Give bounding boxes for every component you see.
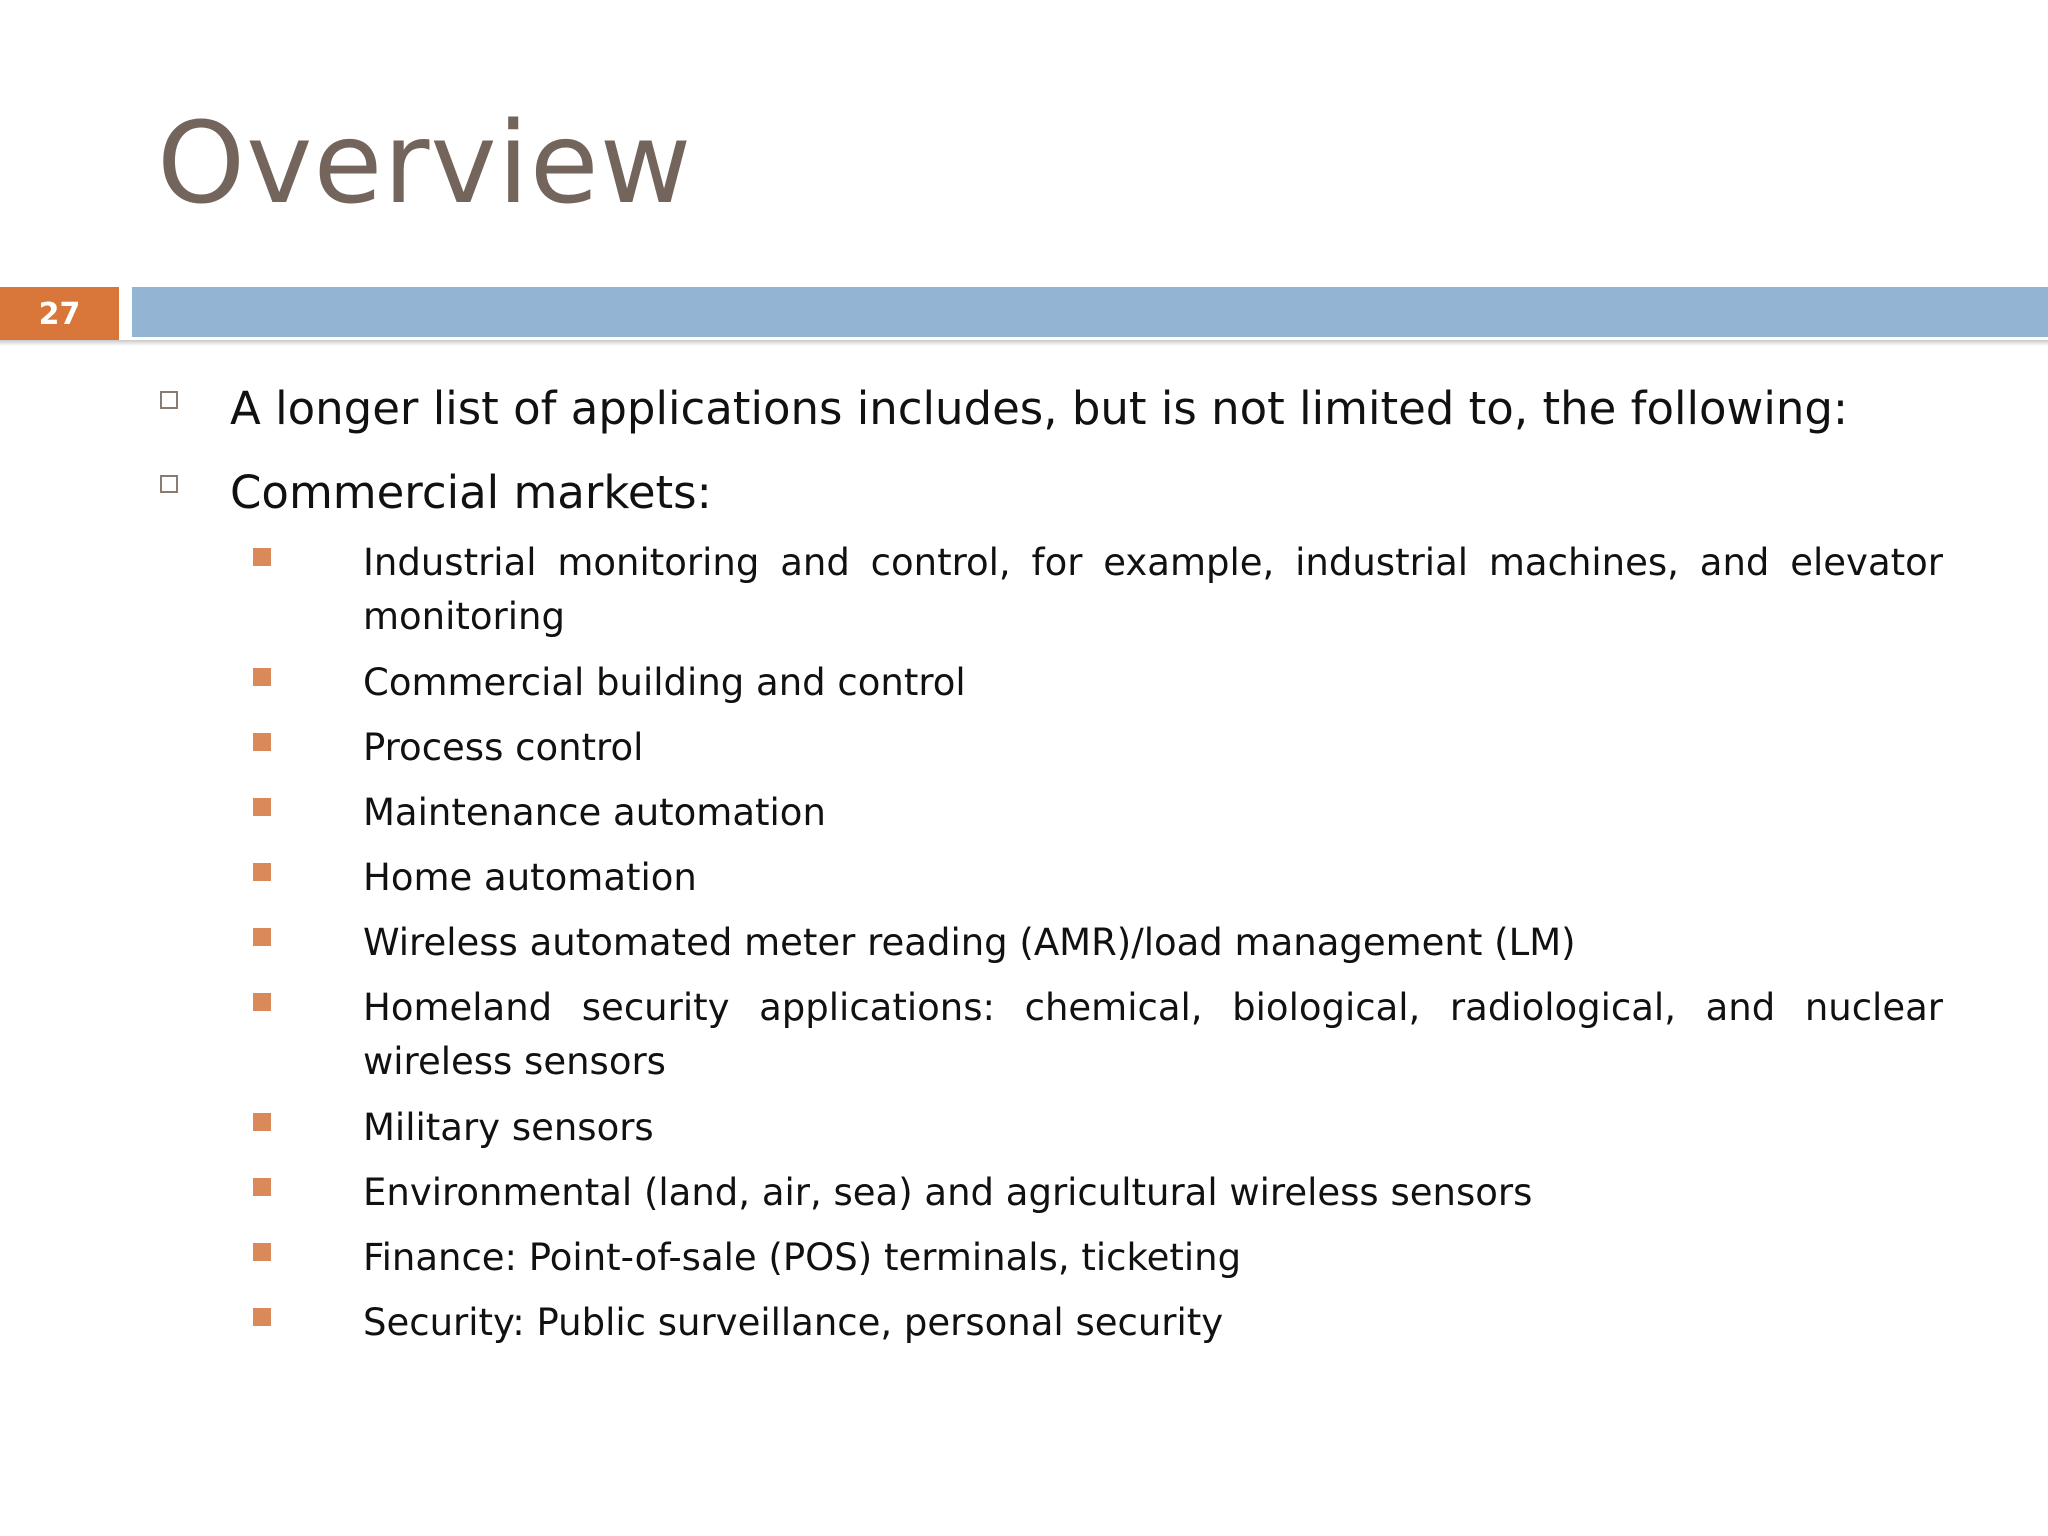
hollow-square-bullet-icon — [160, 391, 178, 409]
sub-bullet-text: Industrial monitoring and control, for example, industrial machines, and elevator monitoring — [363, 541, 1943, 638]
filled-square-bullet-icon — [253, 1178, 271, 1196]
slide-title: Overview — [157, 99, 693, 229]
bullet-text: Commercial markets: — [230, 466, 712, 519]
sub-bullet-text: Home automation — [363, 856, 697, 899]
sub-bullet-text: Process control — [363, 726, 644, 769]
filled-square-bullet-icon — [253, 1113, 271, 1131]
sub-bullet-text: Finance: Point-of-sale (POS) terminals, ticketing — [363, 1236, 1242, 1279]
slide-number: 27 — [38, 297, 81, 332]
filled-square-bullet-icon — [253, 798, 271, 816]
sub-bullet-text: Military sensors — [363, 1106, 654, 1149]
filled-square-bullet-icon — [253, 733, 271, 751]
hollow-square-bullet-icon — [160, 475, 178, 493]
sub-bullet-text: Homeland security applications: chemical, biological, radiological, and nuclear wireless sensors — [363, 986, 1943, 1083]
sub-bullet-text: Maintenance automation — [363, 791, 826, 834]
sub-bullet-text: Environmental (land, air, sea) and agricultural wireless sensors — [363, 1171, 1533, 1214]
filled-square-bullet-icon — [253, 928, 271, 946]
filled-square-bullet-icon — [253, 1308, 271, 1326]
sub-bullet-text: Commercial building and control — [363, 661, 966, 704]
filled-square-bullet-icon — [253, 993, 271, 1011]
sub-bullet-text: Security: Public surveillance, personal security — [363, 1301, 1224, 1344]
filled-square-bullet-icon — [253, 863, 271, 881]
filled-square-bullet-icon — [253, 548, 271, 566]
bullet-text: A longer list of applications includes, but is not limited to, the following: — [230, 382, 1849, 435]
sub-bullet-text: Wireless automated meter reading (AMR)/load management (LM) — [363, 921, 1576, 964]
filled-square-bullet-icon — [253, 668, 271, 686]
filled-square-bullet-icon — [253, 1243, 271, 1261]
